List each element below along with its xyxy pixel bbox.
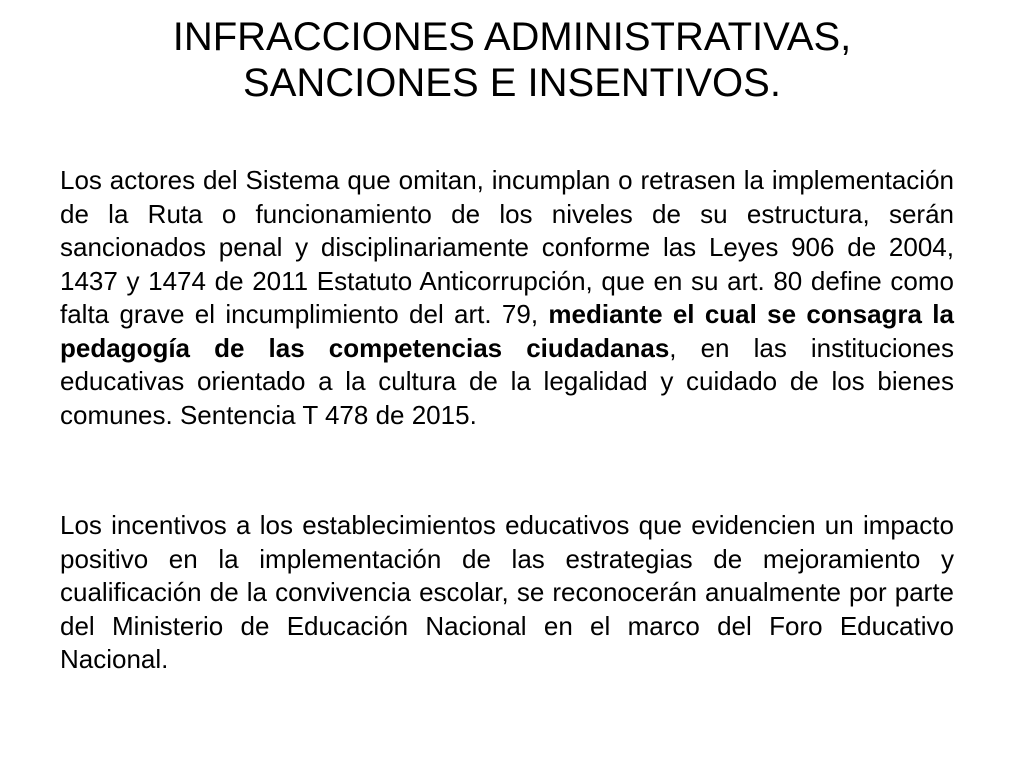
paragraph-incentives-text: Los incentivos a los establecimientos educativos que evidencien un impacto positivo en la implementación de las estrategias de mejoramiento y cualificación de la convivencia escolar, se reconocerán anualmente por parte del Ministerio de Educación Nacional en el marco del Foro Educativo Nacional. xyxy=(60,510,954,674)
paragraph-infractions-text-end: , en las instituciones educativas orientado a la cultura de la legalidad y cuidado de los bienes comunes. Sentencia T 478 de 2015. xyxy=(60,332,954,430)
paragraph-infractions xyxy=(60,164,954,432)
slide-title-line-2: SANCIONES E INSENTIVOS. xyxy=(243,61,781,105)
paragraph-infractions-text-start: Los actores del Sistema que omitan, incumplan o retrasen la implementación de la Ruta o funcionamiento de los niveles de su estructura, serán sancionados penal y disciplinariamente conforme las Leyes 906 de 2004, 1437 y 1474 de 2011 Estatuto Anticorrupción, que en su art. 80 define como falta grave el incumplimiento del art. 79, xyxy=(60,165,954,329)
slide-title xyxy=(60,14,964,106)
paragraph-incentives xyxy=(60,509,954,677)
slide-title-line-1: INFRACCIONES ADMINISTRATIVAS, xyxy=(172,15,852,59)
paragraph-infractions-bold-text: mediante el cual se consagra la pedagogía de las competencias ciudadanas xyxy=(60,299,954,363)
